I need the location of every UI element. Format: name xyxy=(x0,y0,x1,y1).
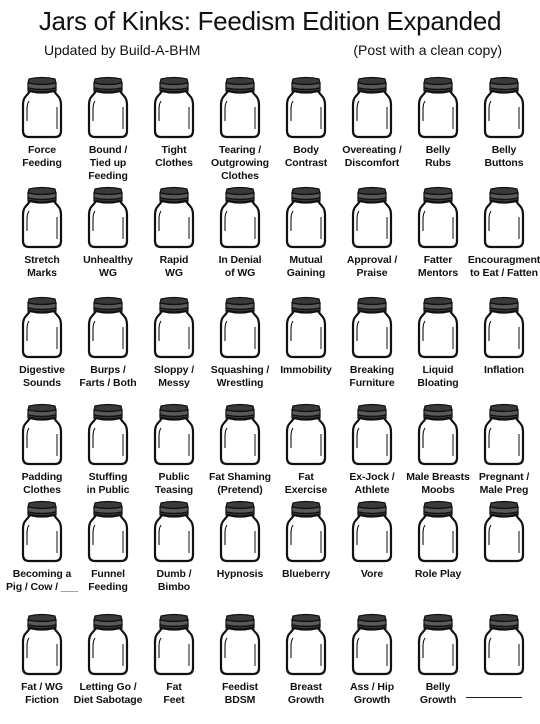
mason-jar-icon xyxy=(284,501,328,563)
jar-cell xyxy=(338,187,406,297)
jar-cell xyxy=(404,501,472,611)
jar-label-line: Stretch xyxy=(24,254,60,266)
jar-label-line: Moobs xyxy=(421,484,455,496)
jar-label-line: Growth xyxy=(287,694,325,706)
mason-jar-icon xyxy=(350,77,394,139)
jar-label-line: Clothes xyxy=(23,484,61,496)
jar-label-line: In Denial xyxy=(218,254,262,266)
page-title: Jars of Kinks: Feedism Edition Expanded xyxy=(38,6,502,36)
mason-jar-icon xyxy=(218,297,262,359)
jar-label xyxy=(464,254,540,280)
jar-label-line: to Eat / Fatten xyxy=(470,267,538,279)
jar-label xyxy=(398,681,478,707)
jar-cell xyxy=(338,501,406,611)
jar-label-line: Becoming a xyxy=(12,568,72,580)
jar-cell xyxy=(206,77,274,187)
jar-label-line: Fat / WG xyxy=(21,681,63,693)
jar-label-line: Rapid xyxy=(159,254,189,266)
mason-jar-icon xyxy=(350,501,394,563)
jar-cell xyxy=(338,404,406,514)
jar-cell xyxy=(8,297,76,407)
jar-label-line: Sloppy / xyxy=(153,364,195,376)
jar-label-line: WG xyxy=(165,267,183,279)
jar-label-line: Contrast xyxy=(284,157,328,169)
jar-label-line: (Pretend) xyxy=(217,484,263,496)
jar-label-line: Male Preg xyxy=(479,484,529,496)
mason-jar-icon xyxy=(20,614,64,676)
jar-label-line: Growth xyxy=(419,694,457,706)
mason-jar-icon xyxy=(482,404,526,466)
jar-label-line: Stuffing xyxy=(88,471,128,483)
jar-label-line: Diet Sabotage xyxy=(73,694,143,706)
jar-cell xyxy=(8,77,76,187)
jar-cell xyxy=(206,614,274,724)
jar-label-line: Farts / Both xyxy=(79,377,137,389)
mason-jar-icon xyxy=(350,404,394,466)
mason-jar-icon xyxy=(86,404,130,466)
jar-label xyxy=(464,364,540,377)
jar-cell xyxy=(338,297,406,407)
mason-jar-icon xyxy=(86,187,130,249)
mason-jar-icon xyxy=(482,297,526,359)
mason-jar-icon xyxy=(218,187,262,249)
jar-label-line: Belly xyxy=(425,681,451,693)
jar-label-line: Feeding xyxy=(22,157,62,169)
jar-cell xyxy=(74,297,142,407)
jar-label xyxy=(464,144,540,170)
jar-cell xyxy=(8,187,76,297)
credit-text: Updated by Build-A-BHM xyxy=(44,42,201,58)
jar-label-line: Funnel xyxy=(91,568,125,580)
jar-label-line: Role Play xyxy=(414,568,462,580)
jar-label-line: Pregnant / xyxy=(478,471,530,483)
jar-cell xyxy=(8,404,76,514)
jar-label-line: Force xyxy=(27,144,57,156)
jar-cell xyxy=(470,77,538,187)
jar-label-line: Pig / Cow / ___ xyxy=(5,581,79,593)
jar-label-line: Padding xyxy=(21,471,63,483)
jar-label-line: Fatter xyxy=(423,254,453,266)
jar-cell xyxy=(140,187,208,297)
jar-label-line: Approval / xyxy=(346,254,398,266)
mason-jar-icon xyxy=(284,297,328,359)
instruction-note: (Post with a clean copy) xyxy=(353,42,502,58)
jar-label-line: Mutual xyxy=(289,254,323,266)
jar-label-line: Feet xyxy=(163,694,185,706)
jar-label-line: Ass / Hip xyxy=(349,681,395,693)
mason-jar-icon xyxy=(416,77,460,139)
mason-jar-icon xyxy=(152,501,196,563)
jar-cell xyxy=(272,297,340,407)
jar-cell xyxy=(272,501,340,611)
jar-label-line: Digestive xyxy=(19,364,65,376)
jar-cell xyxy=(140,501,208,611)
jar-cell xyxy=(74,614,142,724)
jar-label-line: Liquid xyxy=(422,364,454,376)
mason-jar-icon xyxy=(152,404,196,466)
jar-cell xyxy=(404,77,472,187)
jar-label-line: Blueberry xyxy=(281,568,331,580)
jar-label-line: Letting Go / xyxy=(79,681,137,693)
jar-label-line: WG xyxy=(99,267,117,279)
jar-cell xyxy=(206,501,274,611)
mason-jar-icon xyxy=(284,187,328,249)
jar-cell xyxy=(272,614,340,724)
mason-jar-icon xyxy=(86,77,130,139)
jar-label-line: Vore xyxy=(360,568,384,580)
mason-jar-icon xyxy=(218,614,262,676)
jar-label-line: Teasing xyxy=(154,484,194,496)
jar-label-line: Mentors xyxy=(417,267,459,279)
jar-label-line: Breaking xyxy=(349,364,395,376)
mason-jar-icon xyxy=(350,614,394,676)
mason-jar-icon xyxy=(86,614,130,676)
jar-cell xyxy=(338,77,406,187)
jar-label-line: Growth xyxy=(353,694,391,706)
mason-jar-icon xyxy=(86,297,130,359)
jar-label-line: Squashing / xyxy=(210,364,270,376)
jar-label-line: Furniture xyxy=(349,377,395,389)
jar-label-line: in Public xyxy=(86,484,130,496)
mason-jar-icon xyxy=(86,501,130,563)
jar-label-line: Bloating xyxy=(417,377,459,389)
jar-cell xyxy=(470,297,538,407)
jar-label-line: Buttons xyxy=(484,157,524,169)
jar-cell xyxy=(404,404,472,514)
jar-label-line: Public xyxy=(158,471,190,483)
mason-jar-icon xyxy=(20,404,64,466)
jar-label-line: Fat xyxy=(298,471,314,483)
jar-cell xyxy=(206,187,274,297)
jar-label-line: Bound / xyxy=(88,144,128,156)
mason-jar-icon xyxy=(20,187,64,249)
jar-cell xyxy=(272,187,340,297)
jar-cell xyxy=(272,404,340,514)
jar-cell xyxy=(206,404,274,514)
jar-cell xyxy=(74,404,142,514)
mason-jar-icon xyxy=(218,501,262,563)
mason-jar-icon xyxy=(482,187,526,249)
jar-label-line: Burps / xyxy=(90,364,126,376)
mason-jar-icon xyxy=(416,501,460,563)
jar-label-line: Messy xyxy=(158,377,190,389)
jar-label-line: Dumb / xyxy=(156,568,192,580)
jar-cell xyxy=(404,187,472,297)
jar-label-line: Tight xyxy=(161,144,187,156)
jar-label-line: Outgrowing xyxy=(211,157,269,169)
jar-cell xyxy=(74,187,142,297)
jar-cell xyxy=(467,187,540,297)
jar-cell xyxy=(470,614,538,724)
mason-jar-icon xyxy=(152,77,196,139)
jar-label-line: BDSM xyxy=(224,694,256,706)
jar-label-line: Hypnosis xyxy=(216,568,264,580)
jar-label-line: Praise xyxy=(356,267,388,279)
jar-label-line: Feedist xyxy=(221,681,259,693)
mason-jar-icon xyxy=(152,297,196,359)
jar-label-line: Rubs xyxy=(425,157,451,169)
jar-label-line: Ex-Jock / xyxy=(349,471,395,483)
jar-label-line: of WG xyxy=(224,267,256,279)
jar-cell xyxy=(74,501,142,611)
jar-label-line: Gaining xyxy=(286,267,326,279)
jar-cell xyxy=(338,614,406,724)
jar-cell xyxy=(404,614,472,724)
jar-label-line: Exercise xyxy=(284,484,328,496)
jar-cell xyxy=(5,501,79,611)
jar-label-line: Tied up xyxy=(89,157,127,169)
mason-jar-icon xyxy=(218,404,262,466)
mason-jar-icon xyxy=(350,297,394,359)
jar-label-line: Marks xyxy=(27,267,57,279)
jar-cell xyxy=(206,297,274,407)
jar-label-line: Immobility xyxy=(280,364,332,376)
blank-write-in-line xyxy=(466,697,522,698)
mason-jar-icon xyxy=(416,297,460,359)
mason-jar-icon xyxy=(284,404,328,466)
jar-label-line: Male Breasts xyxy=(406,471,470,483)
jar-label-line: Discomfort xyxy=(344,157,400,169)
mason-jar-icon xyxy=(20,77,64,139)
jar-cell xyxy=(74,77,142,187)
jar-label-line: Clothes xyxy=(221,170,259,182)
jar-cell xyxy=(140,297,208,407)
mason-jar-icon xyxy=(416,614,460,676)
jar-label xyxy=(464,471,540,497)
mason-jar-icon xyxy=(152,614,196,676)
jar-label-line: Inflation xyxy=(484,364,524,376)
mason-jar-icon xyxy=(218,77,262,139)
jar-label-line: Fat Shaming xyxy=(209,471,271,483)
mason-jar-icon xyxy=(20,501,64,563)
mason-jar-icon xyxy=(350,187,394,249)
mason-jar-icon xyxy=(482,77,526,139)
jar-label-line: Sounds xyxy=(23,377,61,389)
jar-label-line: Fat xyxy=(166,681,182,693)
jar-cell xyxy=(470,404,538,514)
mason-jar-icon xyxy=(284,77,328,139)
mason-jar-icon xyxy=(482,501,526,563)
jar-label-line: Feeding xyxy=(88,581,128,593)
mason-jar-icon xyxy=(416,187,460,249)
jar-cell xyxy=(140,404,208,514)
jar-label-line: Encouragment xyxy=(467,254,540,266)
jar-label-line: Body xyxy=(293,144,319,156)
jar-label-line: Overeating / xyxy=(342,144,402,156)
mason-jar-icon xyxy=(482,614,526,676)
jar-cell xyxy=(140,77,208,187)
jar-cell xyxy=(8,614,76,724)
jar-label-line: Tearing / xyxy=(218,144,262,156)
jar-label xyxy=(398,568,478,581)
jar-cell xyxy=(272,77,340,187)
jar-cell xyxy=(470,501,538,611)
jar-label-line: Belly xyxy=(425,144,451,156)
jar-cell xyxy=(404,297,472,407)
jar-label-line: Fiction xyxy=(25,694,59,706)
mason-jar-icon xyxy=(416,404,460,466)
jar-label-line: Wrestling xyxy=(216,377,264,389)
jar-cell xyxy=(140,614,208,724)
jar-label-line: Unhealthy xyxy=(83,254,133,266)
jar-label-line: Bimbo xyxy=(157,581,191,593)
mason-jar-icon xyxy=(284,614,328,676)
mason-jar-icon xyxy=(20,297,64,359)
jar-label-line: Athlete xyxy=(354,484,390,496)
jar-label-line: Feeding xyxy=(88,170,128,182)
jar-label-line: Breast xyxy=(289,681,323,693)
jar-label-line: Belly xyxy=(491,144,517,156)
jar-label-line: Clothes xyxy=(155,157,193,169)
mason-jar-icon xyxy=(152,187,196,249)
